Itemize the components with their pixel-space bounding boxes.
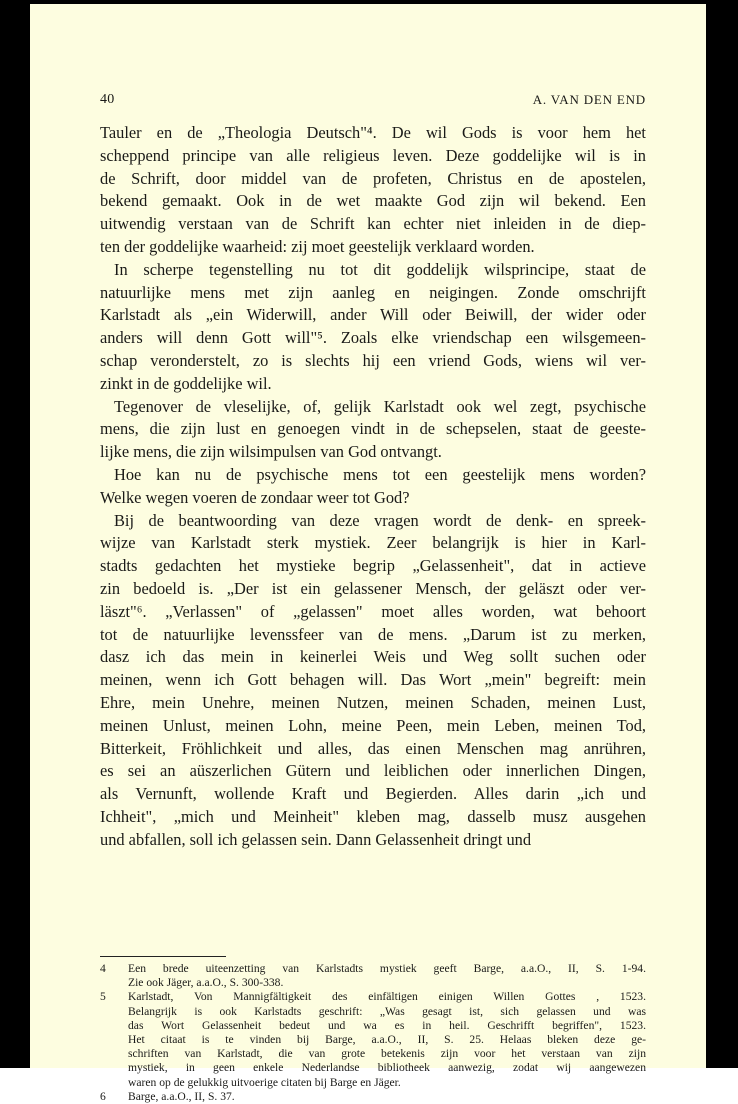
footnote-line: waren op de gelukkig uitvoerige citaten bij Barge en Jäger. (128, 1075, 401, 1089)
text-line: scheppend principe van alle religieus leven. Deze goddelijke wil is in (100, 145, 646, 165)
footnote-number: 6 (100, 1089, 106, 1103)
text-line: Tauler en de „Theologia Deutsch"⁴. De wil Gods is voor hem het (100, 123, 646, 142)
text-line: natuurlijke mens met zijn aanleg en neigingen. Zonde omschrijft (100, 282, 646, 302)
text-line: als Vernunft, wollende Kraft und Begierden. Alles darin „ich und (100, 784, 646, 804)
text-line: läszt"⁶. „Verlassen" of „gelassen" moet alles worden, wat behoort (100, 601, 646, 621)
text-line: uitwendig verstaan van de Schrift kan echter niet inleiden in de diep- (100, 214, 646, 234)
footnote-line: Het citaat is te vinden bij Barge, a.a.O., II, S. 25. Helaas bleken deze ge- (128, 1033, 646, 1047)
text-line: und abfallen, soll ich gelassen sein. Dann Gelassenheit dringt und (100, 829, 532, 849)
text-line: Ichheit", „mich und Meinheit" kleben mag, dasselb musz ausgehen (100, 806, 646, 826)
footnote (100, 1090, 646, 1104)
running-head-author: A. VAN DEN END (532, 92, 646, 107)
footnote-number: 4 (100, 962, 106, 975)
text-line: de Schrift, door middel van de profeten, Christus en de apostelen, (100, 168, 646, 188)
text-line: Tegenover de vleselijke, of, gelijk Karlstadt ook wel zegt, psychische (114, 396, 646, 416)
text-line: dasz ich das mein in keinerlei Weis und Weg sollt suchen oder (100, 647, 646, 667)
text-line: In scherpe tegenstelling nu tot dit goddelijk wilsprincipe, staat de (114, 259, 646, 279)
text-line: zinkt in de goddelijke wil. (100, 373, 272, 393)
footnote-line: schriften van Karlstadt, die van grote betekenis zijn voor het verstaan van zijn (128, 1047, 646, 1061)
text-line: wijze van Karlstadt sterk mystiek. Zeer belangrijk is hier in Karl- (100, 533, 646, 553)
text-line: anders will denn Gott will"⁵. Zoals elke vriendschap een wilsgemeen- (100, 328, 646, 348)
footnote-line: das Wort Gelassenheit bedeut und wa es in heil. Geschrifft begriffen", 1523. (128, 1018, 646, 1032)
text-line: Karlstadt als „ein Widerwill, ander Will oder Beiwill, der wider oder (100, 305, 646, 325)
text-line: ten der goddelijke waarheid: zij moet geestelijk verklaard worden. (100, 236, 535, 256)
running-header (100, 92, 646, 112)
text-line: es sei an aüszerlichen Gütern und leiblichen oder innerlichen Dingen, (100, 761, 646, 781)
footnote-line: Karlstadt, Von Mannigfältigkeit des einfältigen einigen Willen Gottes , 1523. (128, 990, 646, 1004)
text-line: Welke wegen voeren de zondaar weer tot God? (100, 487, 410, 507)
footnote-line: Belangrijk is ook Karlstadts geschrift: „Was gesagt ist, sich gelassen und was (128, 1004, 646, 1018)
paragraph (100, 259, 646, 396)
footnote (100, 962, 646, 990)
footnote-line: Barge, a.a.O., II, S. 37. (128, 1089, 235, 1103)
text-line: mens, die zijn lust en genoegen vindt in de schepselen, staat de geeste- (100, 419, 646, 439)
text-line: Hoe kan nu de psychische mens tot een geestelijk mens worden? (114, 464, 646, 484)
text-line: zin bedoeld is. „Der ist ein gelassener Mensch, der geläszt oder ver- (100, 578, 646, 598)
paragraph (100, 396, 646, 464)
text-line: tot de natuurlijke levenssfeer van de mens. „Darum ist zu merken, (100, 624, 646, 644)
footnote-separator (100, 956, 226, 957)
footnote-line: Een brede uiteenzetting van Karlstadts mystiek geeft Barge, a.a.O., II, S. 1-94. (128, 962, 646, 975)
paragraph (100, 464, 646, 510)
text-line: Bij de beantwoording van deze vragen wordt de denk- en spreek- (114, 510, 646, 530)
footnote-line: Zie ook Jäger, a.a.O., S. 300-338. (128, 976, 284, 990)
text-line: schap veronderstelt, zo is slechts hij een vriend Gods, wiens wil ver- (100, 350, 646, 370)
body-text (100, 122, 646, 852)
text-line: meinen Unlust, meinen Lohn, meine Peen, mein Leben, meinen Tod, (100, 715, 646, 735)
footnote-line: mystiek, in geen enkele Nederlandse bibliotheek aanwezig, zodat wij aangewezen (128, 1061, 646, 1075)
text-line: meinen, wenn ich Gott behagen will. Das Wort „mein" begreift: mein (100, 670, 646, 690)
text-line: Bitterkeit, Fröhlichkeit und alles, das einen Menschen mag anrühren, (100, 738, 646, 758)
text-line: lijke mens, die zijn wilsimpulsen van God ontvangt. (100, 442, 442, 462)
paragraph (100, 122, 646, 259)
text-line: bekend gemaakt. Ook in de wet maakte God zijn wil bekend. Een (100, 191, 646, 211)
page-number: 40 (100, 92, 115, 107)
footnotes (100, 962, 646, 1104)
footnote (100, 990, 646, 1089)
text-line: Ehre, mein Unehre, meinen Nutzen, meinen Schaden, meinen Lust, (100, 692, 646, 712)
text-line: stadts gedachten het mystieke begrip „Gelassenheit", dat in actieve (100, 556, 646, 576)
paragraph (100, 510, 646, 852)
footnote-number: 5 (100, 990, 106, 1004)
